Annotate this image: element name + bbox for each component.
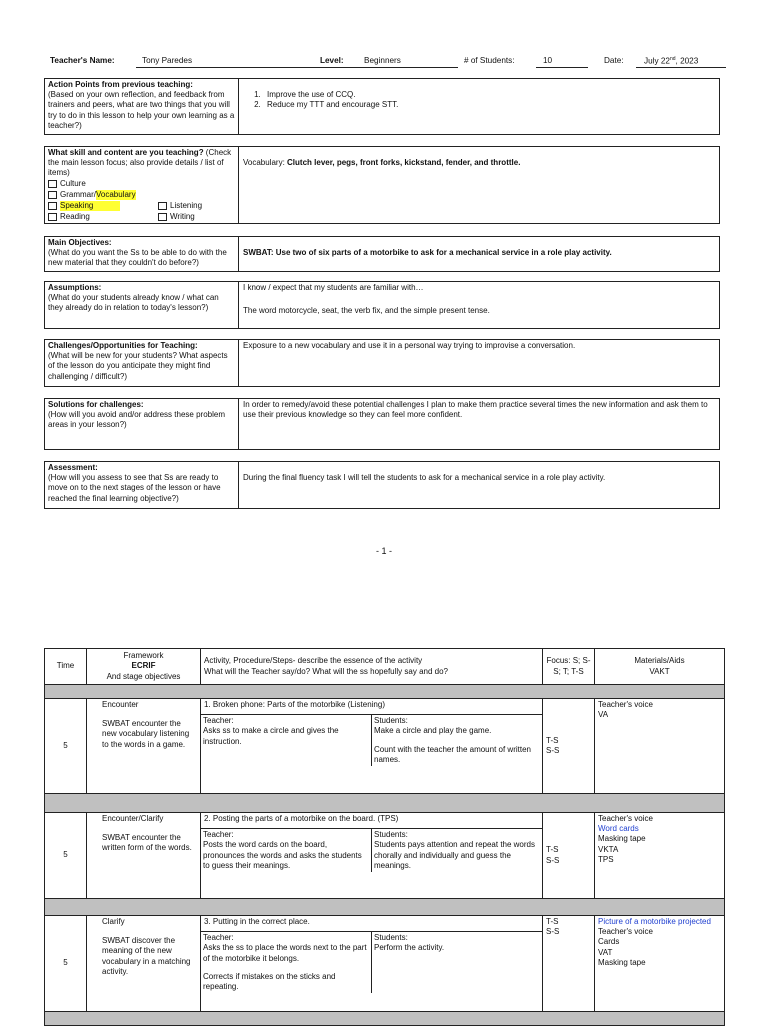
checkbox-speaking[interactable] — [48, 202, 57, 210]
row-time: 5 — [45, 813, 87, 899]
students-value: 10 — [543, 56, 553, 65]
assumption-intro: I know / expect that my students are familiar with… — [243, 283, 424, 292]
header-materials: Materials/Aids VAKT — [595, 649, 725, 685]
challenges-value: Exposure to a new vocabulary and use it in a personal way trying to improvise a conversation. — [243, 341, 576, 350]
level-value: Beginners — [364, 56, 401, 65]
row-materials: Teacher's voice VA — [595, 699, 725, 794]
check-label-reading: Reading — [60, 212, 90, 222]
row-time: 5 — [45, 916, 87, 1012]
table-row — [45, 813, 725, 899]
teacher-name-value: Tony Paredes — [142, 56, 193, 65]
checkbox-reading[interactable] — [48, 213, 57, 221]
row-stage: Encounter/Clarify SWBAT encounter the written form of the words. — [87, 813, 201, 899]
section-desc: (Based on your own reflection, and feedback from trainers and peers, what are two things that you will try to do in this lesson to help your own learning as a teacher?) — [48, 90, 235, 130]
section-assessment — [44, 461, 720, 509]
row-focus: T-S S-S — [543, 916, 595, 1012]
page-number: - 1 - — [375, 546, 392, 556]
section-title: Action Points from previous teaching: — [48, 80, 193, 89]
section-desc: (How will you assess to see that Ss are ready to move on to the next stages of the lesson or have reached the final learning objective?) — [48, 473, 221, 503]
section-action-points — [44, 78, 720, 135]
check-label-speaking: Speaking — [60, 201, 120, 211]
row-time: 5 — [45, 699, 87, 794]
assessment-value: During the final fluency task I will tell the students to ask for a mechanical service in a role play activity. — [243, 473, 606, 482]
section-title: What skill and content are you teaching? — [48, 148, 204, 157]
checkbox-writing[interactable] — [158, 213, 167, 221]
header-time: Time — [45, 649, 87, 685]
solutions-value: In order to remedy/avoid these potential challenges I plan to make them practice several times the new information and ask them to use their previous knowledge so they can feel more confident. — [243, 400, 708, 420]
check-label-grammar: Grammar/ — [60, 190, 96, 200]
section-desc: (What do you want the Ss to be able to do with the new material that they couldn't do before?) — [48, 248, 227, 268]
section-desc: (How will you avoid and/or address these problem areas in your lesson?) — [48, 410, 225, 430]
section-title: Assessment: — [48, 463, 98, 472]
table-header-row — [45, 649, 725, 685]
vocab-value: Clutch lever, pegs, front forks, kickstand, fender, and throttle. — [287, 158, 521, 167]
row-materials: Picture of a motorbike projected Teacher's voice Cards VAT Masking tape — [595, 916, 725, 1012]
header-framework: Framework ECRIF And stage objectives — [87, 649, 201, 685]
section-objectives — [44, 236, 720, 272]
teacher-name-label: Teacher's Name: — [50, 56, 115, 65]
date-value: July 22nd, 2023 — [644, 56, 699, 66]
section-desc: (Check the main lesson focus; also provide details / list of items) — [48, 148, 232, 178]
check-label-writing: Writing — [170, 212, 195, 222]
checkbox-culture[interactable] — [48, 180, 57, 188]
section-solutions — [44, 398, 720, 450]
vocab-label: Vocabulary: — [243, 158, 288, 167]
row-activity: 2. Posting the parts of a motorbike on the board. (TPS) Teacher: Posts the word cards on the board, pronounces the words and asks the students to guess their meanings. Students: Students pays attention and repeat the words chorally and individually and guess the meanings. — [201, 813, 543, 899]
objective-value: SWBAT: Use two of six parts of a motorbike to ask for a mechanical service in a role play activity. — [243, 248, 612, 257]
check-label-culture: Culture — [60, 179, 86, 189]
section-desc: (What do your students already know / what can they already do in relation to today's lesson?) — [48, 293, 219, 313]
assumption-value: The word motorcycle, seat, the verb fix, and the simple present tense. — [243, 306, 490, 316]
action-item: 1. Improve the use of CCQ. — [263, 90, 715, 100]
date-label: Date: — [604, 56, 624, 65]
row-focus: T-S S-S — [543, 699, 595, 794]
section-desc: (What will be new for your students? What aspects of the lesson do you anticipate they might find challenging / difficult?) — [48, 351, 228, 381]
section-title: Main Objectives: — [48, 238, 112, 247]
procedure-table — [44, 648, 725, 1026]
header-activity: Activity, Procedure/Steps- describe the essence of the activity What will the Teacher say/do? What will the ss hopefully say and do? — [201, 649, 543, 685]
section-challenges — [44, 339, 720, 387]
row-stage: Encounter SWBAT encounter the new vocabulary listening to the words in a game. — [87, 699, 201, 794]
table-row — [45, 916, 725, 1012]
lesson-header — [46, 56, 726, 70]
section-title: Challenges/Opportunities for Teaching: — [48, 341, 198, 350]
students-label: # of Students: — [464, 56, 515, 65]
check-label-vocabulary: Vocabulary — [96, 190, 136, 200]
row-focus: T-S S-S — [543, 813, 595, 899]
check-label-listening: Listening — [170, 201, 203, 211]
row-stage: Clarify SWBAT discover the meaning of the new vocabulary in a matching activity. — [87, 916, 201, 1012]
header-focus: Focus: S; S-S; T; T-S — [543, 649, 595, 685]
table-row — [45, 699, 725, 794]
row-materials: Teacher's voice Word cards Masking tape VKTA TPS — [595, 813, 725, 899]
section-title: Assumptions: — [48, 283, 102, 292]
row-activity: 1. Broken phone: Parts of the motorbike (Listening) Teacher: Asks ss to make a circle and gives the instruction. Students: Make a circle and play the game. Count with the teacher the amount of written names. — [201, 699, 543, 794]
section-assumptions — [44, 281, 720, 329]
section-skill — [44, 146, 720, 224]
checkbox-listening[interactable] — [158, 202, 167, 210]
checkbox-grammar-vocabulary[interactable] — [48, 191, 57, 199]
level-label: Level: — [320, 56, 344, 65]
section-title: Solutions for challenges: — [48, 400, 144, 409]
action-item: 2. Reduce my TTT and encourage STT. — [263, 100, 715, 110]
row-activity: 3. Putting in the correct place. Teacher: Asks the ss to place the words next to the part of the motorbike it belongs. Corrects if mistakes on the sticks and repeating. Students: Perform the activity. — [201, 916, 543, 1012]
